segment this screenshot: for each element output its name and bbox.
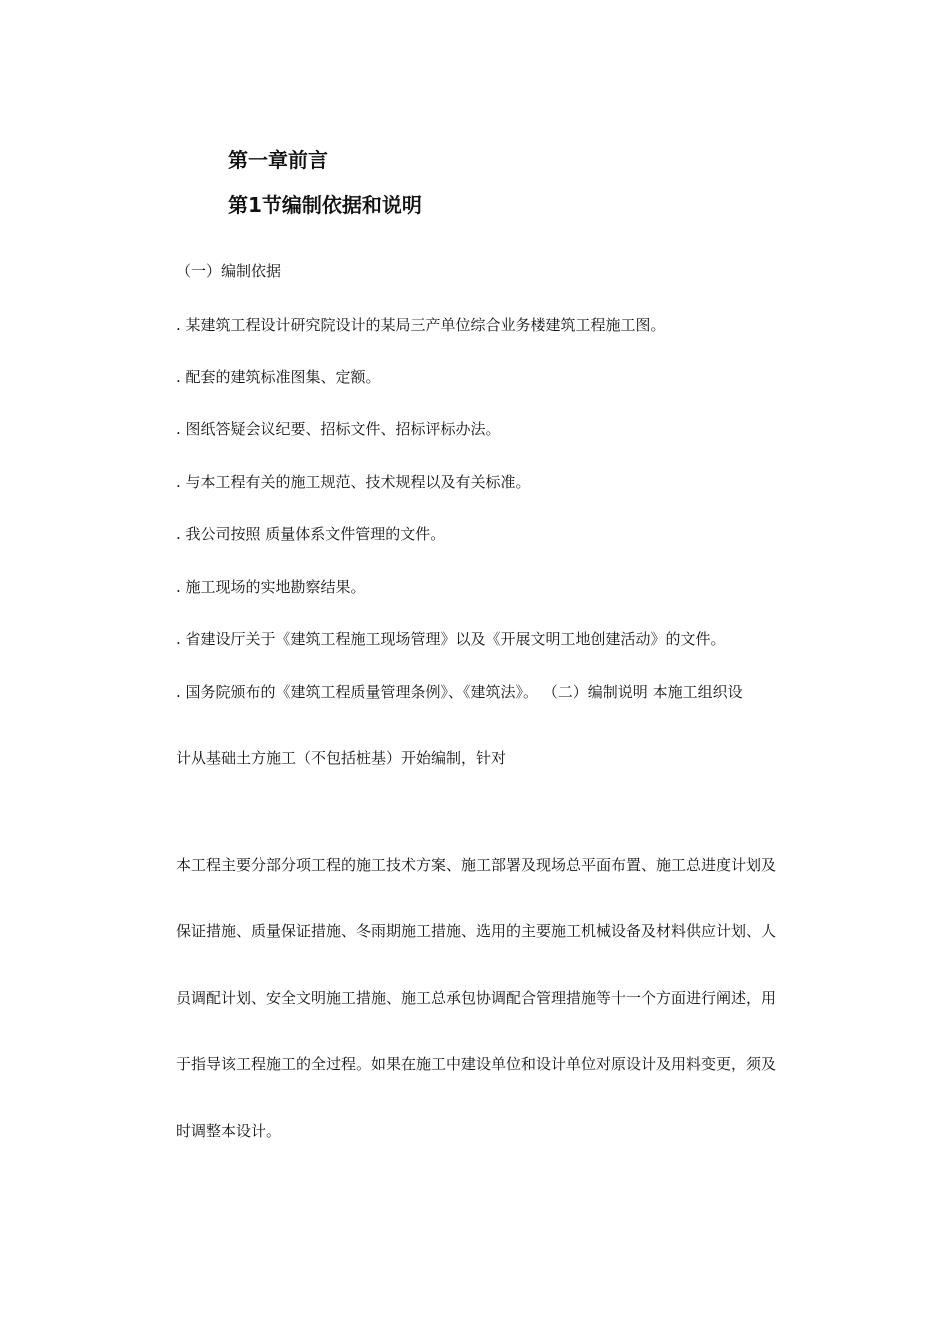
basis-item: . 图纸答疑会议纪要、招标文件、招标评标办法。 bbox=[176, 420, 501, 438]
basis-item: . 我公司按照 质量体系文件管理的文件。 bbox=[176, 525, 446, 543]
description-line: 本工程主要分部分项工程的施工技术方案、施工部署及现场总平面布置、施工总进度计划及 bbox=[176, 856, 777, 874]
description-line: 于指导该工程施工的全过程。如果在施工中建设单位和设计单位对原设计及用料变更，须及 bbox=[176, 1055, 777, 1073]
chapter-title: 第一章前言 bbox=[228, 148, 328, 172]
continuation-line: 计从基础土方施工（不包括桩基）开始编制，针对 bbox=[176, 749, 507, 767]
basis-item: . 配套的建筑标准图集、定额。 bbox=[176, 368, 381, 386]
basis-item: . 与本工程有关的施工规范、技术规程以及有关标准。 bbox=[176, 473, 531, 491]
basis-item: . 某建筑工程设计研究院设计的某局三产单位综合业务楼建筑工程施工图。 bbox=[176, 316, 666, 334]
description-line: 保证措施、质量保证措施、冬雨期施工措施、选用的主要施工机械设备及材料供应计划、人 bbox=[176, 922, 777, 940]
description-line: 员调配计划、安全文明施工措施、施工总承包协调配合管理措施等十一个方面进行阐述，用 bbox=[176, 989, 777, 1007]
description-line: 时调整本设计。 bbox=[176, 1122, 282, 1140]
basis-item: . 施工现场的实地勘察结果。 bbox=[176, 578, 366, 596]
subsection-basis-heading: （一）编制依据 bbox=[176, 262, 282, 280]
section-title: 第1节编制依据和说明 bbox=[228, 193, 422, 217]
basis-item: . 国务院颁布的《建筑工程质量管理条例》、《建筑法》。 （二）编制说明 本施工组织设 bbox=[176, 683, 743, 701]
basis-item: . 省建设厅关于《建筑工程施工现场管理》以及《开展文明工地创建活动》的文件。 bbox=[176, 630, 726, 648]
